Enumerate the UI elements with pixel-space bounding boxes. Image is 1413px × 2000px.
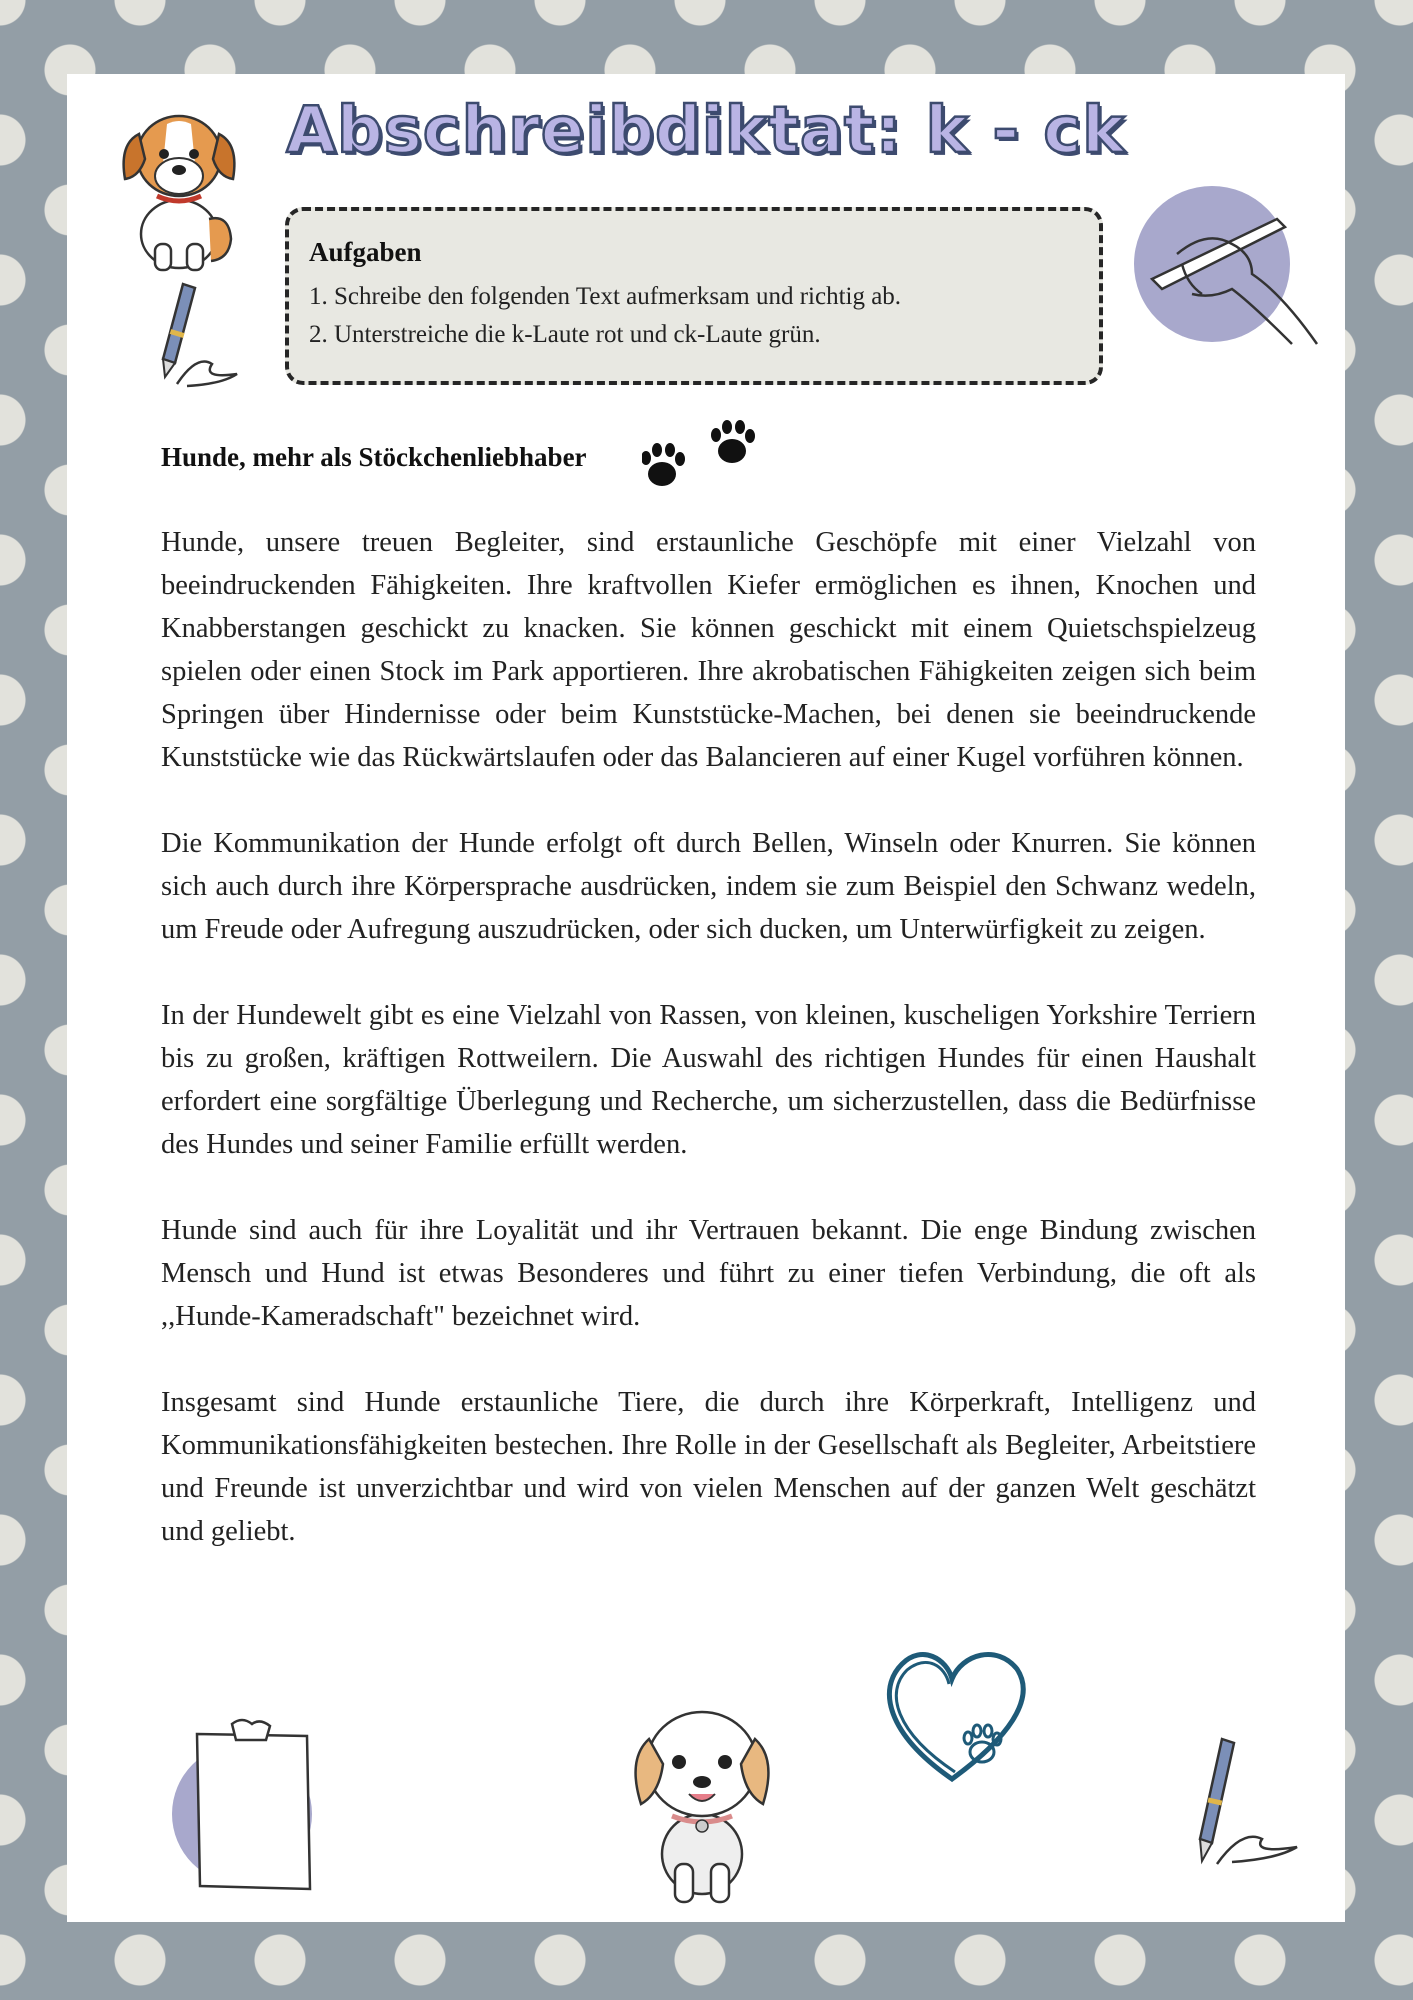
paragraph: Hunde sind auch für ihre Loyalität und ihr Vertrauen bekannt. Die enge Bindung zwischen Mensch und Hund ist etwas Besonderes und führt zu einer tiefen Verbindung, die oft als ,,Hunde-Kameradschaft" bezeichnet wird. [161, 1215, 1256, 1332]
pen-icon [137, 279, 247, 394]
worksheet-page [67, 74, 1345, 1922]
text-title: Hunde, mehr als Stöckchenliebhaber [161, 442, 587, 472]
paragraph: Hunde, unsere treuen Begleiter, sind erstaunliche Geschöpfe mit einer Vielzahl von beeindruckenden Fähigkeiten. Ihre kraftvollen Kiefer ermöglichen es ihnen, Knochen und Knabberstangen geschickt zu knacken. Sie können geschickt mit einem Quietschspielzeug spielen oder einen Stock im Park apportieren. Ihre akrobatischen Fähigkeiten zeigen sich beim Springen über Hindernisse oder beim Kunststücke-Machen, bei denen sie beeindruckende Kunststücke wie das Rückwärtslaufen oder das Balancieren auf einer Kugel vorführen können. [161, 527, 1256, 773]
paw-prints-icon [642, 409, 772, 509]
dog-icon [117, 94, 242, 274]
paragraph: Die Kommunikation der Hunde erfolgt oft durch Bellen, Winseln oder Knurren. Sie können sich auch durch ihre Körpersprache ausdrücken, indem sie zum Beispiel den Schwanz wedeln, um Freude oder Aufregung auszudrücken, oder sich ducken, um Unterwürfigkeit zu zeigen. [161, 828, 1256, 945]
task-box [285, 207, 1103, 385]
puppy-icon [627, 1694, 777, 1909]
body-text [161, 521, 1256, 1596]
task-item-2: 2. Unterstreiche die k-Laute rot und ck-Laute grün. [309, 321, 821, 348]
worksheet-title: Abschreibdiktat: k - ck [286, 94, 1126, 168]
task-heading: Aufgaben [309, 237, 422, 267]
heart-paw-icon [877, 1644, 1032, 1789]
hand-writing-icon [1132, 184, 1332, 349]
pen-icon [1172, 1734, 1302, 1874]
paper-sheet-icon [162, 1714, 342, 1894]
paragraph: In der Hundewelt gibt es eine Vielzahl von Rassen, von kleinen, kuscheligen Yorkshire Terriern bis zu großen, kräftigen Rottweilern. Die Auswahl des richtigen Hundes für einen Haushalt erfordert eine sorgfältige Überlegung und Recherche, um sicherzustellen, dass die Bedürfnisse des Hundes und seiner Familie erfüllt werden. [161, 1000, 1256, 1160]
task-item-1: 1. Schreibe den folgenden Text aufmerksam und richtig ab. [309, 283, 902, 310]
paragraph: Insgesamt sind Hunde erstaunliche Tiere, die durch ihre Körperkraft, Intelligenz und Kommunikationsfähigkeiten bestechen. Ihre Rolle in der Gesellschaft als Begleiter, Arbeitstiere und Freunde ist unverzichtbar und wird von vielen Menschen auf der ganzen Welt geschätzt und geliebt. [161, 1387, 1256, 1547]
